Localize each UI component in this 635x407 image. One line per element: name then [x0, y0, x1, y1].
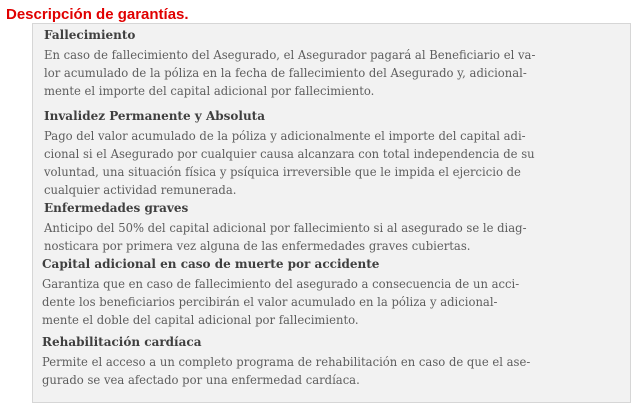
body-line: mente el importe del capital adicional por fallecimiento. [44, 84, 375, 98]
body-line: nosticara por primera vez alguna de las enfermedades graves cubiertas. [44, 239, 471, 253]
body-line: lor acumulado de la póliza en la fecha de fallecimiento del Asegurado y, adicional- [44, 66, 527, 80]
section-title: Invalidez Permanente y Absoluta [44, 109, 266, 123]
section-body [44, 46, 635, 100]
body-line: cualquier actividad remunerada. [44, 183, 237, 197]
body-line: Permite el acceso a un completo programa de rehabilitación en caso de que el ase- [42, 355, 531, 369]
section-title: Rehabilitación cardíaca [42, 335, 202, 349]
body-line: En caso de fallecimiento del Asegurado, el Asegurador pagará al Beneficiario el va- [44, 48, 536, 62]
section-body [44, 219, 635, 255]
body-line: cional si el Asegurado por cualquier causa alcanzara con total independencia de su [44, 147, 535, 161]
section-invalidez [44, 108, 635, 199]
section-title: Enfermedades graves [44, 201, 189, 215]
section-rehabilitacion [42, 334, 635, 389]
section-title: Fallecimiento [44, 28, 136, 42]
section-body [42, 353, 635, 389]
section-enfermedades-graves [44, 200, 635, 255]
section-body [42, 275, 635, 329]
body-line: Anticipo del 50% del capital adicional por fallecimiento si al asegurado se le diag- [44, 221, 527, 235]
section-body [44, 127, 635, 199]
body-line: Garantiza que en caso de fallecimiento del asegurado a consecuencia de un acci- [42, 277, 520, 291]
body-line: Pago del valor acumulado de la póliza y adicionalmente el importe del capital adi- [44, 129, 526, 143]
section-fallecimiento [44, 27, 635, 100]
section-capital-accidente [42, 256, 635, 329]
body-line: mente el doble del capital adicional por fallecimiento. [42, 313, 359, 327]
page-title: Descripción de garantías. [6, 6, 189, 23]
body-line: voluntad, una situación física y psíquica irreversible que le impida el ejercicio de [44, 165, 521, 179]
guarantees-panel [32, 23, 631, 403]
body-line: gurado se vea afectado por una enfermedad cardíaca. [42, 373, 360, 387]
body-line: dente los beneficiarios percibirán el valor acumulado en la póliza y adicional- [42, 295, 498, 309]
section-title: Capital adicional en caso de muerte por accidente [42, 257, 380, 271]
